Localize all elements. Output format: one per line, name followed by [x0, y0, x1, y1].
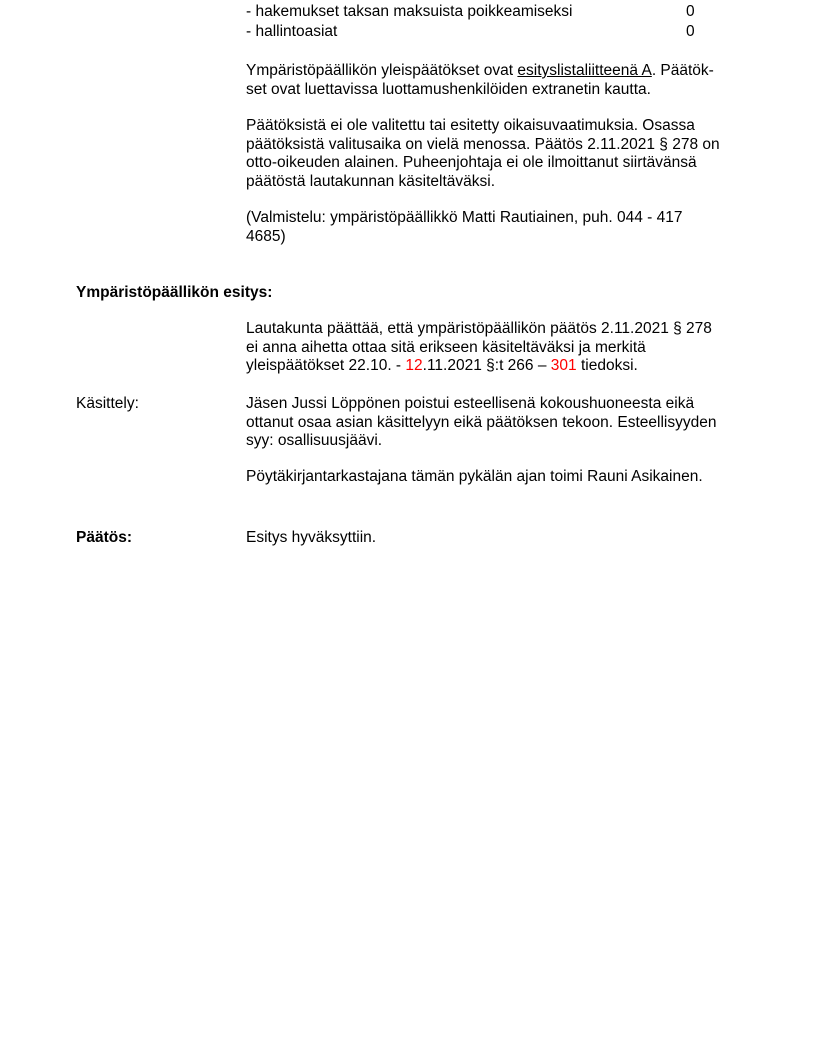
handling-text [246, 395, 746, 451]
highlighted-text: 301 [550, 357, 577, 374]
paragraph-general-decisions [246, 62, 746, 99]
highlighted-text: 12 [405, 357, 423, 374]
decision-text: Esitys hyväksyttiin. [246, 529, 377, 546]
text-run: yleispäätökset 22.10. - [246, 357, 406, 374]
paragraph-line: Päätöksistä ei ole valitettu tai esitetty oikaisuvaatimuksia. Osassa [246, 117, 695, 134]
text-run: .11.2021 §:t 266 – [422, 357, 551, 374]
list-item-label: - hallintoasiat [246, 23, 338, 40]
decision-label: Päätös: [76, 529, 132, 546]
paragraph-line: Pöytäkirjantarkastajana tämän pykälän ajan toimi Rauni Asikainen. [246, 468, 703, 485]
paragraph-line: ei anna aihetta ottaa sitä erikseen käsiteltäväksi ja merkitä [246, 338, 646, 356]
paragraph-line: (Valmistelu: ympäristöpäällikkö Matti Rautiainen, puh. 044 - 417 [246, 209, 683, 226]
paragraph-line: Jäsen Jussi Löppönen poistui esteellisenä kokoushuoneesta eikä [246, 395, 695, 412]
text-run: tiedoksi. [576, 357, 638, 374]
paragraph-preparation [246, 209, 746, 246]
text-run: . Päätök- [651, 62, 714, 79]
paragraph-line: päätöstä lautakunnan käsiteltäväksi. [246, 172, 496, 190]
proposal-text [246, 320, 746, 376]
list-item-count: 0 [686, 23, 695, 40]
paragraph-line: 4685) [246, 227, 286, 245]
paragraph-line: päätöksistä valitusaika on vielä menossa. Päätös 2.11.2021 § 278 on [246, 135, 720, 153]
paragraph-line: syy: osallisuusjäävi. [246, 432, 383, 449]
proposal-heading: Ympäristöpäällikön esitys: [76, 284, 273, 301]
handling-label: Käsittely: [76, 395, 139, 412]
paragraph-line: set ovat luettavissa luottamushenkilöiden extranetin kautta. [246, 80, 651, 98]
list-item-label: - hakemukset taksan maksuista poikkeamiseksi [246, 3, 573, 20]
handling-note [246, 468, 746, 487]
paragraph-line [246, 357, 746, 376]
paragraph-line: otto-oikeuden alainen. Puheenjohtaja ei ole ilmoittanut siirtävänsä [246, 154, 697, 171]
paragraph-line [246, 62, 746, 81]
text-run: Ympäristöpäällikön yleispäätökset ovat [246, 62, 518, 79]
attachment-link[interactable]: esityslistaliitteenä A [517, 62, 652, 79]
paragraph-line: Lautakunta päättää, että ympäristöpäällikön päätös 2.11.2021 § 278 [246, 320, 712, 337]
paragraph-line: ottanut osaa asian käsittelyyn eikä päätöksen tekoon. Esteellisyyden [246, 413, 717, 431]
list-item-count: 0 [686, 3, 695, 20]
paragraph-appeals [246, 117, 746, 191]
